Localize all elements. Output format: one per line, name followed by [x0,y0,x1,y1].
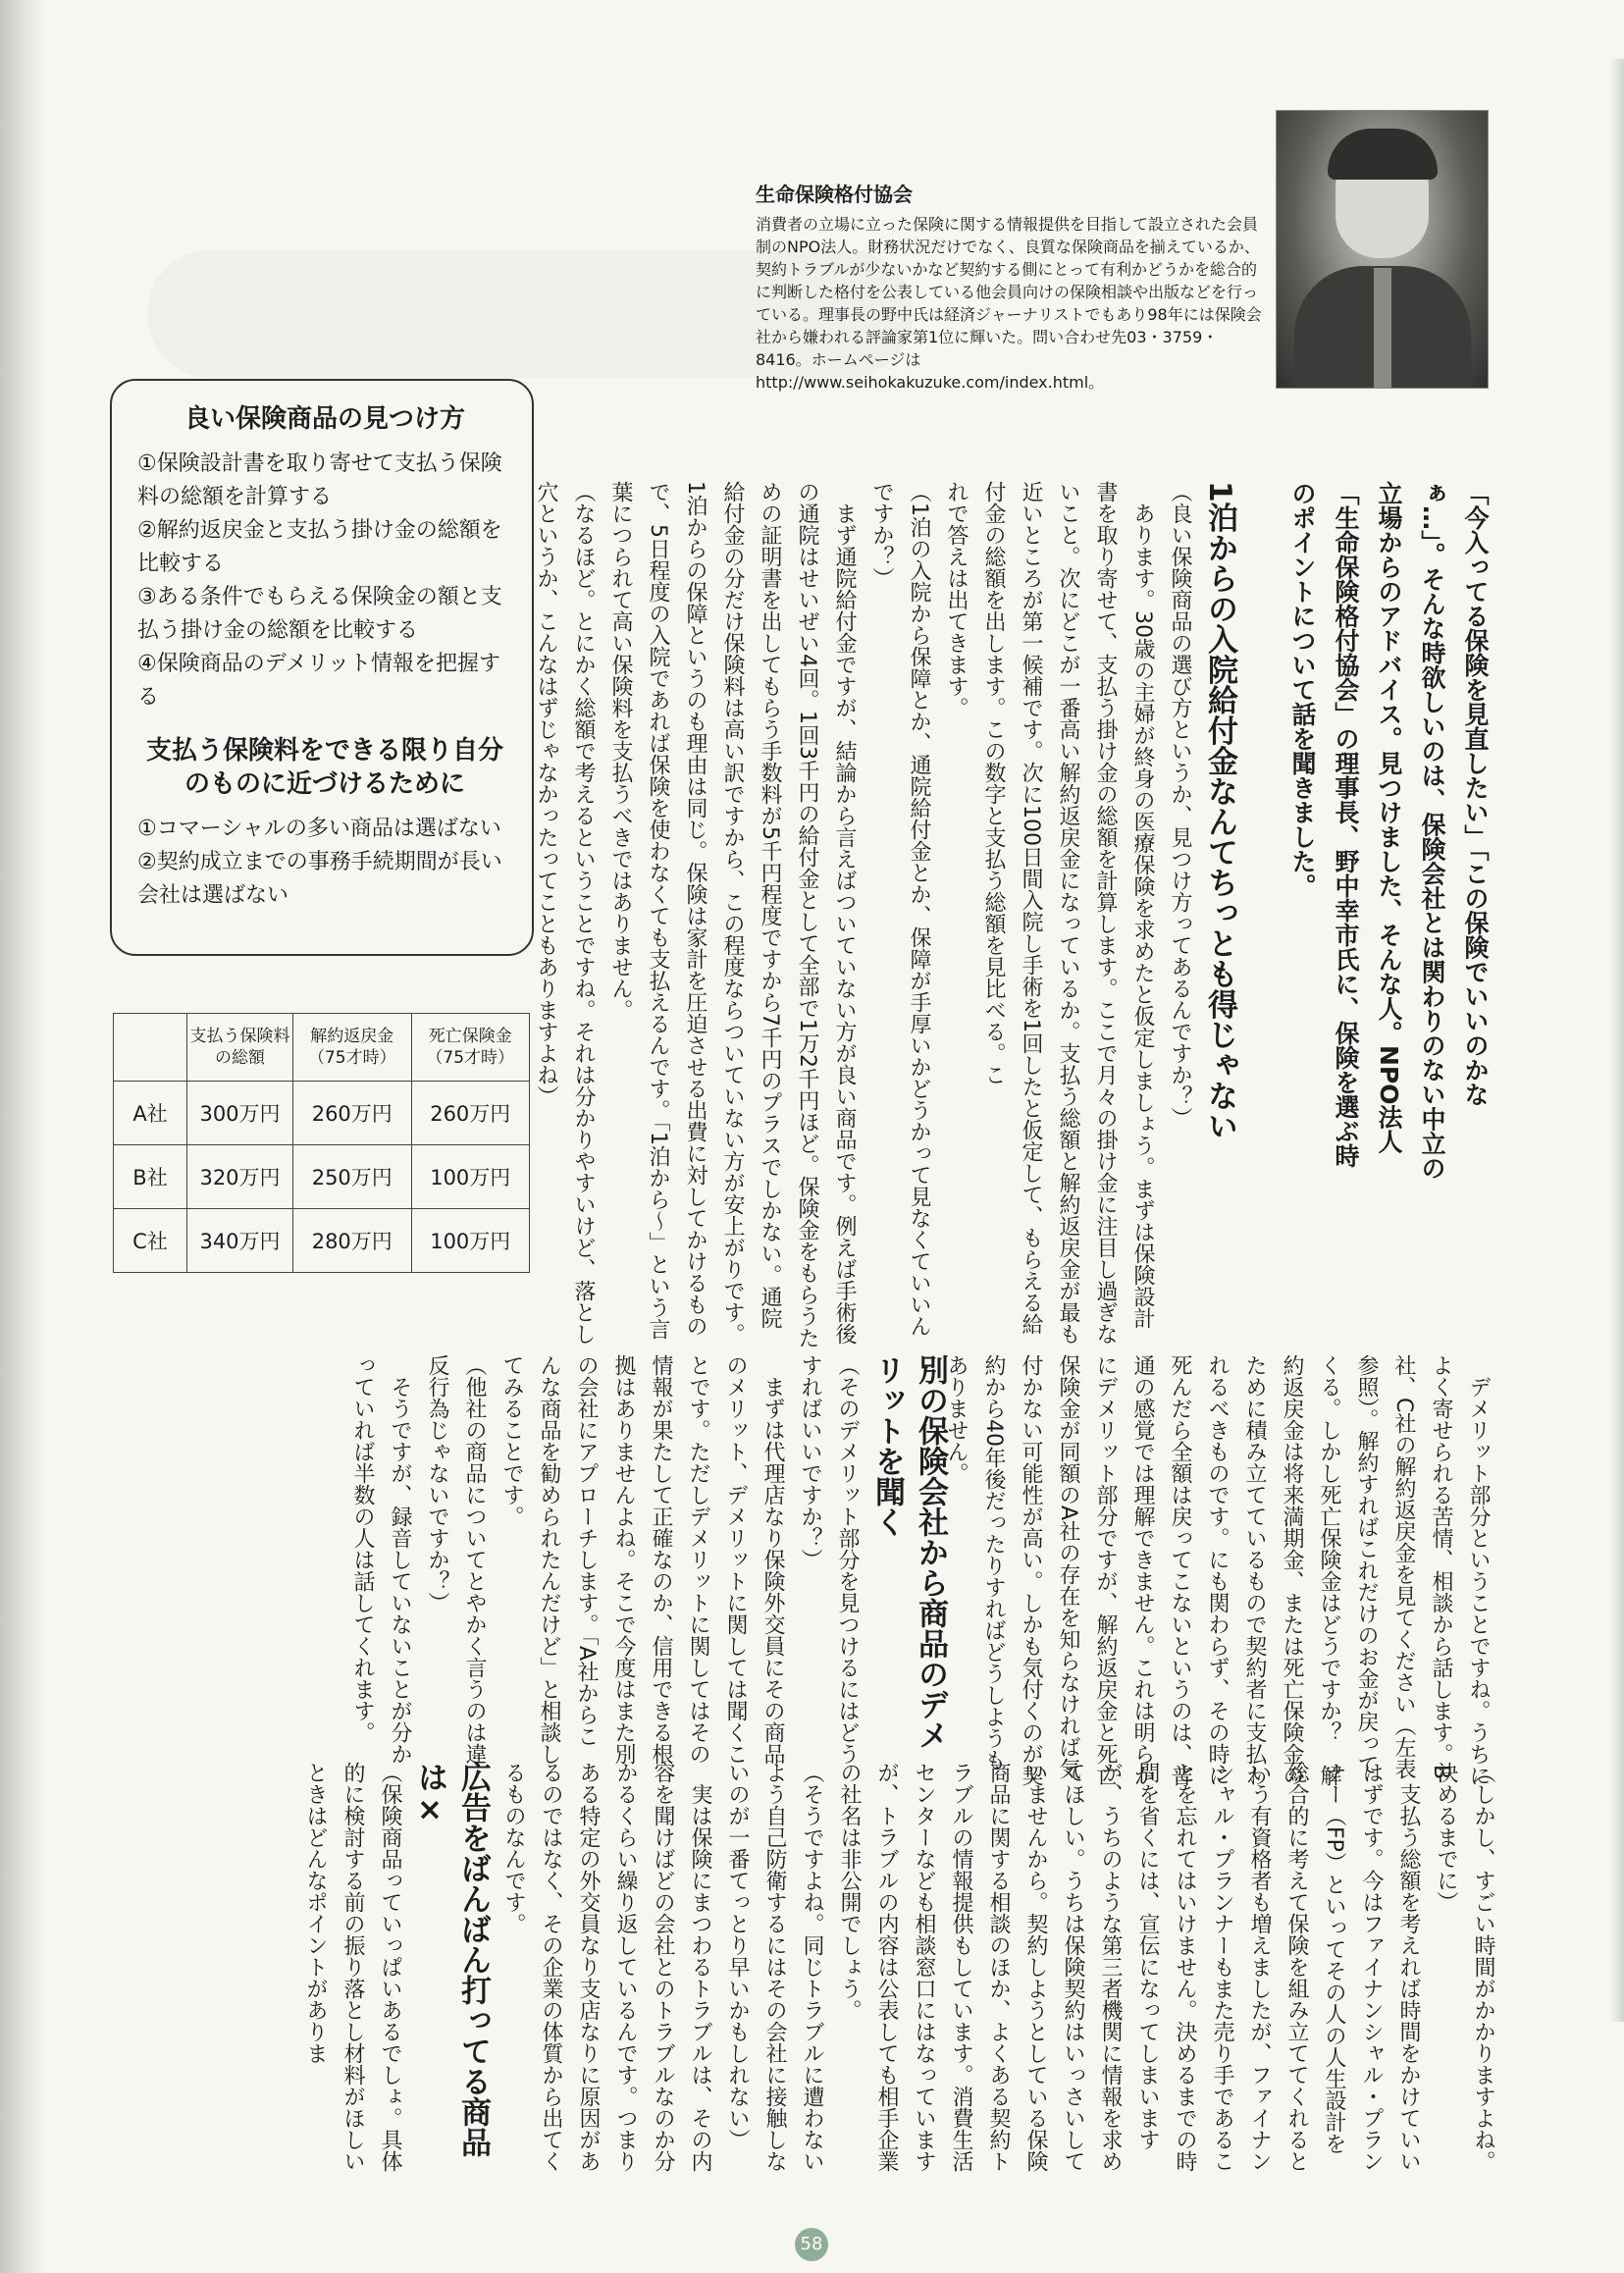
table-cell: 100万円 [411,1209,530,1273]
page-edge [1610,59,1624,2022]
portrait-photo [1276,110,1489,389]
table-cell: 100万円 [411,1145,530,1209]
table-cell: 250万円 [293,1145,411,1209]
article-column-top [534,481,1241,1349]
table-cell: 340万円 [187,1209,293,1273]
table-header-row [114,1014,530,1082]
article-question: （なるほど。とにかく総額で考えるということですね。それは分かりやすいけど、落とし穴というか、こんなはずじゃなかったってこともありますよね） [534,481,596,1345]
tips-title-2: 支払う保険料をできる限り自分のものに近づけるために [145,736,503,799]
table-cell: 260万円 [411,1082,530,1145]
table-header-cell: 解約返戻金（75才時） [293,1014,411,1082]
table-cell: B社 [114,1145,187,1209]
table-header-cell: 死亡保険金（75才時） [411,1014,530,1082]
tips-item: ④保険商品のデメリット情報を把握する [137,652,500,710]
table-cell: 300万円 [187,1082,293,1145]
tips-box [110,379,534,956]
comparison-table [113,1013,530,1273]
page-number: 58 [795,2228,828,2261]
table-cell: C社 [114,1209,187,1273]
table-cell: 320万円 [187,1145,293,1209]
table-cell: 260万円 [293,1082,411,1145]
tips-title-1: 良い保険商品の見つけ方 [183,404,465,434]
table-cell: A社 [114,1082,187,1145]
book-spine-shadow [0,0,45,2273]
organization-name: 生命保険格付協会 [756,183,913,206]
tips-item: ①保険設計書を取り寄せて支払う保険料の総額を計算する [137,451,502,509]
article-question: （そうですよね。同じトラブルに遭わないよう自己防衛するにはその会社に接触しないのが一番てっとり早いかもしれない） [725,1762,824,2172]
article-paragraph: そうですが、録音していないことが分かっていれば半数の人は話してくれます。 [350,1354,412,1765]
article-paragraph: あります。30歳の主婦が終身の医療保険を求めたと仮定しましょう。まずは保険設計書を取り寄せて、支払う掛け金の総額を計算します。ここで月々の掛け金に注目し過ぎないこと。次にどこが一番高い解約返戻金になっているか。支払う総額と解約返戻金が最も近いところが第一候補です。次に100日間入院し手術を1回したと仮定して、もらえる給付金の総額を出します。この数字と支払う総額を見比べる。こ [981,481,1155,1345]
article-heading: 広告をばんばん打ってる商品は× [412,1762,491,2157]
table-row [114,1209,530,1273]
article-paragraph: デメリット部分ということですね。うちによく寄せられる苦情、相談から話します。B社、C社の解約返戻金を見てください（左表参照）。解約すればこれだけのお金が戻ってくる。しかし死亡保険金はどうですか？ 解約返戻金は将来満期金、または死亡保険金のために積み立てているもので契約者に支払われるべきものです。にも関わらず、その時に死んだら全額は戻ってこないというのは、普通の感覚では理解できません。これは明らかにデメリット部分ですが、解約返戻金と死亡保険金が同額のA社の存在を知らなければ気付かない可能性が高い。しかも気付くのが契約から40年後だったりすればどうしようもありません。 [944,1354,1491,1786]
article-column-bottom [118,1762,1501,2174]
article-question: （しかし、すごい時間がかかりますよね。決めるまでに） [1434,1762,1495,2172]
article-heading: 別の保険会社から商品のデメリットを聞く [869,1354,948,1750]
article-intro: 「今入ってる保険を見直したい」「この保険でいいのかなぁ…」。そんな時欲しいのは、保険会社とは関わりのない中立の立場からのアドバイス。見つけました、そんな人。NPO法人「生命保険格付協会」の理事長、野中幸市氏に、保険を選ぶ時のポイントについて話を聞きました。 [1288,481,1490,1181]
article-paragraph: まず通院給付金ですが、結論から言えばついていない方が良い商品です。例えば手術後の通院はせいぜい4回。1回3千円の給付金として全部で1万2千円ほど。保険金をもらうための証明書を出してもらう手数料が5千円程度ですから7千円のプラスでしかない。通院給付金の分だけ保険料は高い訳ですから、この程度ならついていない方が安上がりです。1泊からの保障というのも理由は同じ。保険は家計を圧迫させる出費に対してかけるもので、5日程度の入院であれば保険を使わなくても支払えるんです。「1泊から～」という言葉につられて高い保険料を支払うべきではありません。 [608,481,857,1348]
tips-item: ①コマーシャルの多い商品は選ばない [137,817,501,841]
article-question: （そのデメリット部分を見つけるにはどうすればいいですか？） [798,1354,860,1765]
table-header-cell: 支払う保険料の総額 [187,1014,293,1082]
article-question: （他社の商品についてとやかく言うのは違反行為じゃないですか？） [425,1354,487,1765]
organization-profile [756,179,1266,394]
tips-item: ③ある条件でもらえる保険金の額と支払う掛け金の総額を比較する [137,585,502,643]
article-paragraph: れで答えは出てきます。 [944,481,969,718]
table-row [114,1145,530,1209]
article-question: （1泊の入院から保障とか、通院給付金とか、保障が手厚いかどうかって見なくていいんですか？） [869,481,931,1337]
tips-item: ②契約成立までの事務手続期間が長い会社は選ばない [137,850,502,908]
article-paragraph: 実は保険にまつわるトラブルは、その内容を聞けばどの会社とのトラブルなのか分かるくらい繰り返しているんです。つまりある特定の外交員なり支店なりに原因があるのではなく、その企業の体質から出てくるものなんです。 [501,1762,712,2172]
article-question: （保険商品っていっぱいあるでしょ。具体的に検討する前の振り落とし材料がほしいときはどんなポイントがありま [303,1762,402,2172]
table-row [114,1082,530,1145]
article-paragraph: 支払う総額を考えれば時間をかけていいはずです。今はファイナンシャル・プランナー（FP）といってその人の人生設計を総合的に考えて保険を組み立ててくれるという有資格者も増えましたが、ファイナンシャル・プランナーもまた売り手であることを忘れてはいけません。決めるまでの時間を省くには、宣伝になってしまいますが、うちのような第三者機関に情報を求めてほしい。うちは保険契約はいっさいしていませんから。契約しようとしている保険商品に関する相談のほか、よくある契約トラブルの情報提供もしています。消費生活センターなども相談窓口にはなっていますが、トラブルの内容は公表しても相手企業の社名は非公開でしょう。 [837,1762,1421,2172]
organization-description: 消費者の立場に立った保険に関する情報提供を目指して設立された会員制のNPO法人。財務状況だけでなく、良質な保険商品を揃えているか、契約トラブルが少ないかなど契約する側にとって有利かどうかを総合的に判断した格付を公表している他会員向けの保険相談や出版などを行っている。理事長の野中氏は経済ジャーナリストでもあり98年には保険会社から嫌われる評論家第1位に輝いた。問い合わせ先03・3759・8416。ホームページはhttp://www.seihokakuzuke.com/index.html。 [756,215,1262,392]
article-question: （良い保険商品の選び方というか、見つけ方ってあるんですか？） [1168,481,1192,1129]
table-header-cell [114,1014,187,1082]
table-cell: 280万円 [293,1209,411,1273]
tips-item: ②解約返戻金と支払う掛け金の総額を比較する [137,518,502,576]
article-heading: 1泊からの入院給付金なんてちっとも得じゃない [1202,481,1237,1141]
article-column-middle-left [350,1354,952,1767]
article-paragraph: まずは代理店なり保険外交員にその商品のメリット、デメリットに関しては聞くことです。ただしデメリットに関してはその情報が果たして正確なのか、信用できる根拠はありませんよね。そこで今度はまた別の会社にアプローチします。「A社からこんな商品を勧められたんだけど」と相談してみることです。 [499,1354,785,1765]
